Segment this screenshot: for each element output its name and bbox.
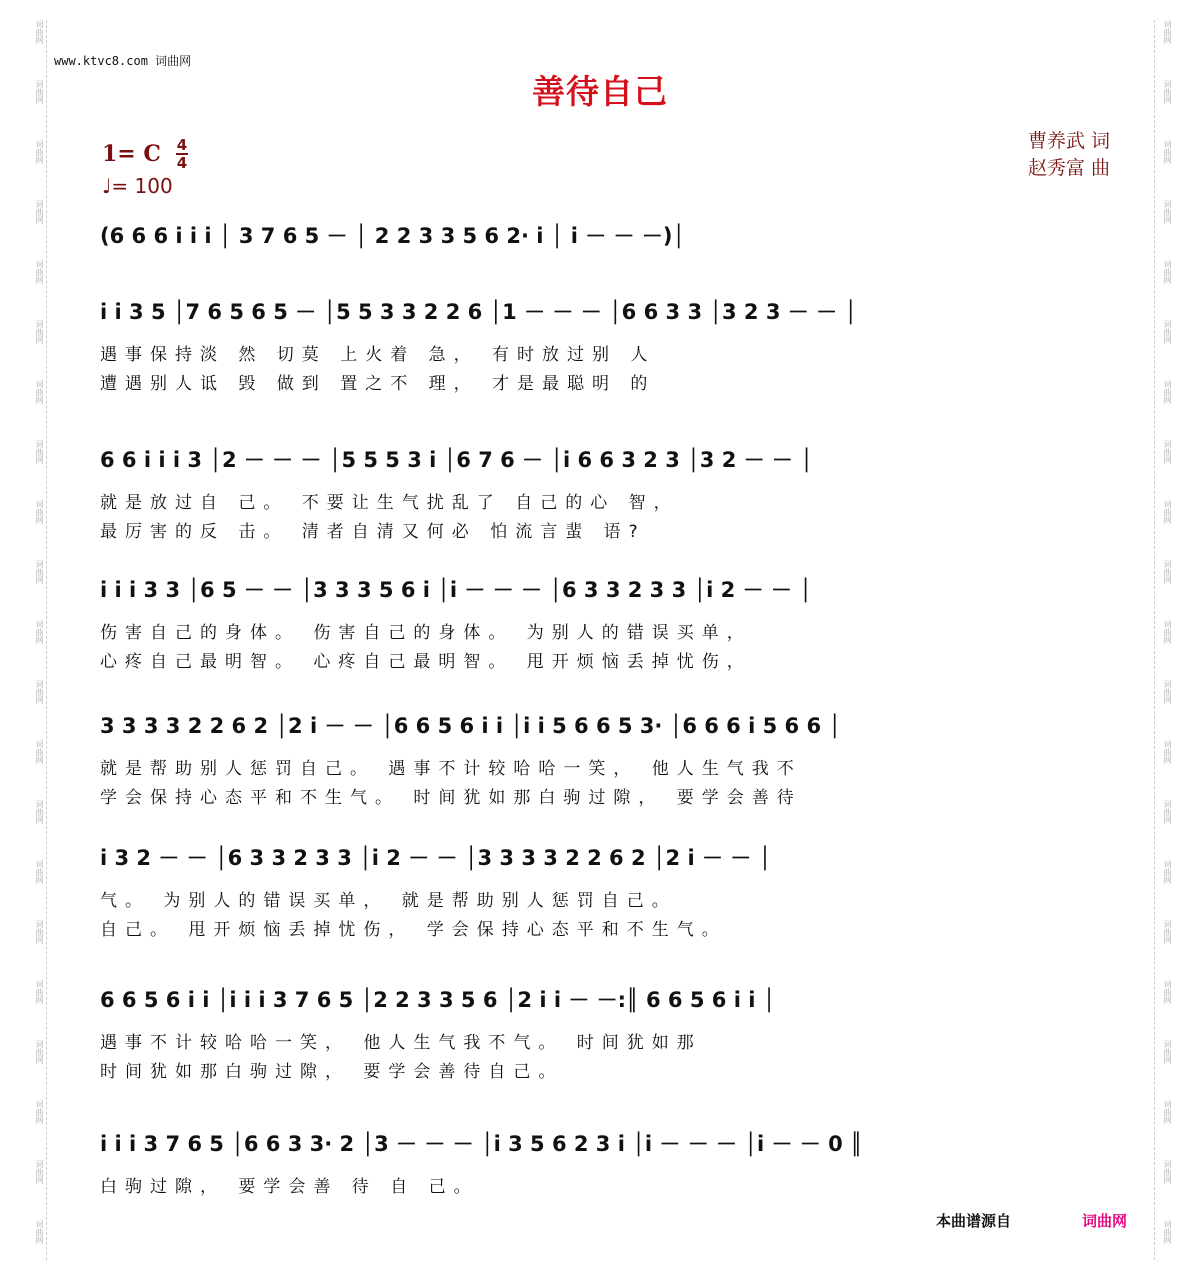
lyrics-verse-2: 遭遇别人诋 毁 做到 置之不 理， 才是最聪明 的: [100, 374, 656, 394]
watermark-mark: 词曲网: [35, 620, 44, 644]
lyrics-verse-2: 最厉害的反 击。 清者自清又何必 怕流言蜚 语?: [100, 522, 646, 542]
notation-line: i 3 2 － － │6 3 3 2 3 3 │i 2 － － │3 3 3 3 2 2 6 2 │2 i － － │: [100, 846, 772, 870]
composer: 赵秀富 曲: [1027, 157, 1110, 179]
watermark-mark: 词曲网: [35, 1220, 44, 1244]
right-watermark-strip: [1158, 20, 1172, 1260]
watermark-mark: 词曲网: [1163, 20, 1172, 44]
watermark-mark: 词曲网: [1163, 680, 1172, 704]
watermark-mark: 词曲网: [1163, 980, 1172, 1004]
notation-line: i i i 3 7 6 5 │6 6 3 3· 2 │3 － － － │i 3 5 6 2 3 i │i － － － │i － － 0 ║: [100, 1132, 863, 1156]
lyrics-verse-1: 就是帮助别人惩罚自己。 遇事不计较哈哈一笑， 他人生气我不: [100, 759, 802, 779]
watermark-mark: 词曲网: [1163, 380, 1172, 404]
watermark-mark: 词曲网: [1163, 800, 1172, 824]
watermark-mark: 词曲网: [35, 1160, 44, 1184]
time-top: 4: [176, 136, 188, 154]
watermark-mark: 词曲网: [1163, 440, 1172, 464]
notation-line: 3 3 3 3 2 2 6 2 │2 i － － │6 6 5 6 i i │i i 5 6 6 5 3· │6 6 6 i 5 6 6 │: [100, 714, 842, 738]
lyrics-verse-1: 就是放过自 己。 不要让生气扰乱了 自己的心 智，: [100, 493, 679, 513]
watermark-mark: 词曲网: [1163, 560, 1172, 584]
notation-line: i i 3 5 │7 6 5 6 5 － │5 5 3 3 2 2 6 │1 － － － │6 6 3 3 │3 2 3 － － │: [100, 300, 858, 324]
watermark-mark: 词曲网: [35, 1040, 44, 1064]
watermark-mark: 词曲网: [1163, 200, 1172, 224]
watermark-mark: 词曲网: [35, 140, 44, 164]
lyrics-verse-2: 学会保持心态平和不生气。 时间犹如那白驹过隙， 要学会善待: [100, 788, 802, 808]
watermark-mark: 词曲网: [35, 560, 44, 584]
watermark-mark: 词曲网: [35, 260, 44, 284]
watermark-mark: 词曲网: [1163, 1220, 1172, 1244]
lyrics-verse-1: 遇事不计较哈哈一笑， 他人生气我不气。 时间犹如那: [100, 1033, 702, 1053]
time-bottom: 4: [176, 154, 188, 172]
notation-line: (6 6 6 i i i │ 3 7 6 5 － │ 2 2 3 3 5 6 2· i │ i － － －)│: [100, 224, 686, 248]
watermark-mark: 词曲网: [1163, 500, 1172, 524]
lyrics-verse-2: 时间犹如那白驹过隙， 要学会善待自己。: [100, 1062, 564, 1082]
watermark-mark: 词曲网: [1163, 320, 1172, 344]
lyrics-verse-1: 白驹过隙， 要学会善 待 自 己。: [100, 1177, 479, 1197]
watermark-mark: 词曲网: [35, 860, 44, 884]
source-label: 本曲谱源自: [936, 1212, 1012, 1230]
watermark-mark: 词曲网: [1163, 1040, 1172, 1064]
lyrics-verse-2: 自己。 甩开烦恼丢掉忧伤， 学会保持心态平和不生气。: [100, 920, 727, 940]
watermark-mark: 词曲网: [35, 1100, 44, 1124]
notation-line: i i i 3 3 │6 5 － － │3 3 3 5 6 i │i － － － │6 3 3 2 3 3 │i 2 － － │: [100, 578, 812, 602]
lyrics-verse-1: 遇事保持淡 然 切莫 上火着 急， 有时放过别 人: [100, 345, 656, 365]
watermark-mark: 词曲网: [35, 980, 44, 1004]
watermark-mark: 词曲网: [1163, 860, 1172, 884]
watermark-mark: 词曲网: [35, 440, 44, 464]
notation-line: 6 6 5 6 i i │i i i 3 7 6 5 │2 2 3 3 5 6 │2 i i － －:║ 6 6 5 6 i i │: [100, 988, 776, 1012]
credits: [995, 128, 1110, 182]
watermark-mark: 词曲网: [35, 680, 44, 704]
watermark-mark: 词曲网: [35, 200, 44, 224]
watermark-mark: 词曲网: [35, 80, 44, 104]
watermark-mark: 词曲网: [35, 380, 44, 404]
watermark-mark: 词曲网: [1163, 920, 1172, 944]
tempo-marking: ♩= 100: [102, 174, 173, 198]
watermark-mark: 词曲网: [35, 740, 44, 764]
lyrics-verse-1: 伤害自己的身体。 伤害自己的身体。 为别人的错误买单，: [100, 623, 752, 643]
lyrics-verse-2: 心疼自己最明智。 心疼自己最明智。 甩开烦恼丢掉忧伤，: [100, 652, 752, 672]
time-signature: [176, 137, 188, 171]
site-url: www.ktvc8.com 词曲网: [54, 54, 192, 68]
song-title: 善待自己: [532, 72, 668, 111]
watermark-mark: 词曲网: [35, 920, 44, 944]
watermark-mark: 词曲网: [1163, 80, 1172, 104]
lyricist: 曹养武 词: [1027, 130, 1110, 152]
left-watermark-strip: [30, 20, 44, 1260]
key-signature: 1= C: [102, 141, 161, 167]
watermark-mark: 词曲网: [1163, 140, 1172, 164]
source-site: 词曲网: [1082, 1212, 1128, 1230]
watermark-mark: 词曲网: [35, 800, 44, 824]
watermark-mark: 词曲网: [35, 320, 44, 344]
notation-line: 6 6 i i i 3 │2 － － － │5 5 5 3 i │6 7 6 － │i 6 6 3 2 3 │3 2 － － │: [100, 448, 813, 472]
watermark-mark: 词曲网: [35, 20, 44, 44]
watermark-mark: 词曲网: [1163, 260, 1172, 284]
watermark-mark: 词曲网: [1163, 1100, 1172, 1124]
watermark-mark: 词曲网: [1163, 740, 1172, 764]
watermark-mark: 词曲网: [1163, 1160, 1172, 1184]
watermark-mark: 词曲网: [1163, 620, 1172, 644]
lyrics-verse-1: 气。 为别人的错误买单， 就是帮助别人惩罚自己。: [100, 891, 677, 911]
watermark-mark: 词曲网: [35, 500, 44, 524]
